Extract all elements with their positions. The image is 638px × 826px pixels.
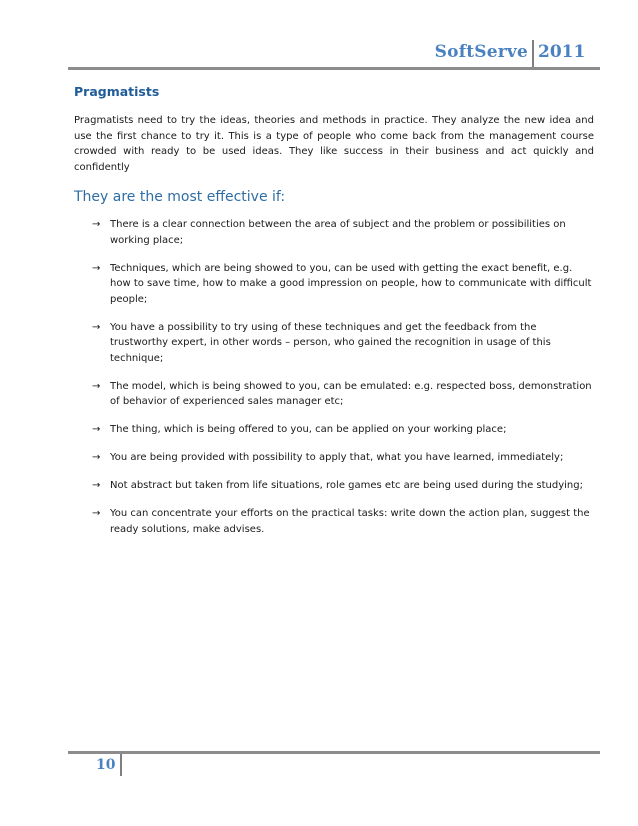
- intro-paragraph: Pragmatists need to try the ideas, theories and methods in practice. They analyze the new idea and use the first chance to try it. This is a type of people who come back from the management course crowded with ready to be used ideas. They like success in their business and act quickly and confidently: [74, 115, 594, 173]
- section-title: Pragmatists: [74, 84, 160, 99]
- list-item: [74, 379, 594, 410]
- list-item: [74, 320, 594, 367]
- header-year: 2011: [538, 42, 586, 62]
- header-divider: [532, 40, 534, 70]
- footer-divider: [120, 754, 122, 776]
- header-rule: [68, 67, 600, 70]
- arrow-icon: →: [92, 424, 101, 435]
- arrow-icon: →: [92, 480, 101, 491]
- list-item-text: You are being provided with possibility to apply that, what you have learned, immediately;: [110, 452, 564, 463]
- list-item-text: Techniques, which are being showed to you, can be used with getting the exact benefit, e.g. how to save time, how to make a good impression on people, how to communicate with difficult people;: [110, 262, 592, 305]
- arrow-icon: →: [92, 380, 101, 392]
- list-item-text: You have a possibility to try using of these techniques and get the feedback from the trustworthy expert, in other words – person, who gained the recognition in usage of this technique;: [110, 321, 551, 364]
- list-item: [74, 217, 594, 248]
- header-company-name: SoftServe: [434, 42, 528, 62]
- page-header: [0, 40, 638, 70]
- arrow-icon: →: [92, 219, 101, 230]
- list-item-text: There is a clear connection between the area of subject and the problem or possibilities on working place;: [110, 219, 566, 246]
- list-item: [74, 422, 594, 438]
- list-item: [74, 478, 594, 494]
- list-item-text: The thing, which is being offered to you, can be applied on your working place;: [110, 424, 507, 435]
- list-item: [74, 450, 594, 466]
- list-item-text: Not abstract but taken from life situations, role games etc are being used during the studying;: [110, 480, 583, 491]
- arrow-icon: →: [92, 452, 101, 463]
- arrow-icon: →: [92, 262, 101, 274]
- subheading: They are the most effective if:: [74, 189, 286, 205]
- page-number: 10: [96, 757, 116, 773]
- arrow-icon: →: [92, 508, 101, 519]
- list-item-text: The model, which is being showed to you, can be emulated: e.g. respected boss, demonstration of behavior of experienced sales manager etc;: [110, 380, 592, 407]
- footer-rule: [68, 751, 600, 754]
- list-item: [74, 506, 594, 537]
- list-item-text: You can concentrate your efforts on the practical tasks: write down the action plan, suggest the ready solutions, make advises.: [110, 508, 590, 535]
- list-item: [74, 261, 594, 308]
- bullet-list: [74, 217, 594, 537]
- page-content: [74, 84, 594, 550]
- arrow-icon: →: [92, 321, 101, 333]
